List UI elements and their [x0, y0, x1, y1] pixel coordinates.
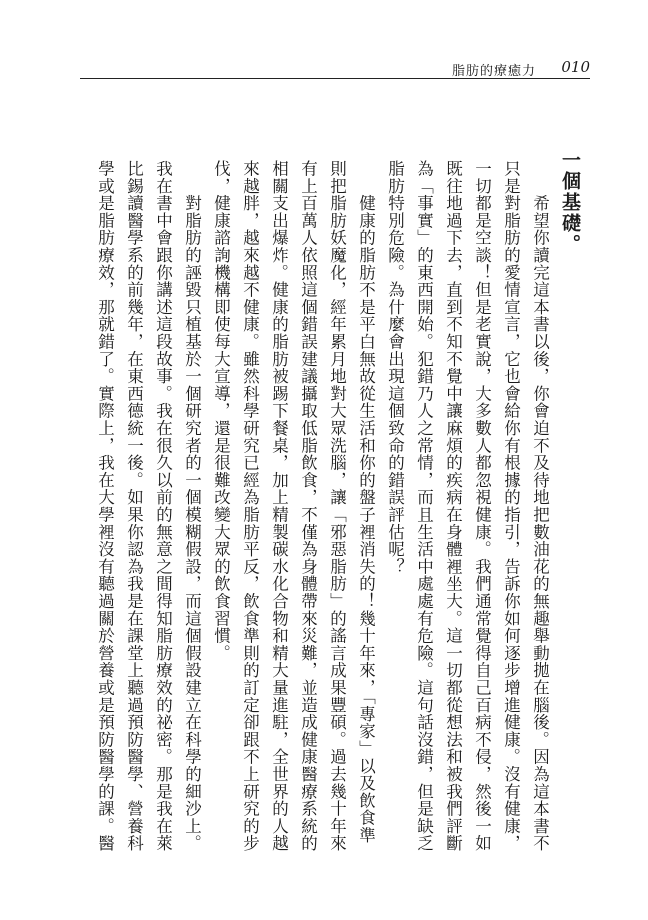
text-column: 有上百萬人依照這個錯誤建議攝取低脂飲食，不僅為身體帶來災難，並造成健康醫療系統的 — [298, 160, 318, 852]
text-column: 脂肪特別危險。為什麼會出現這個致命的錯誤評估呢？ — [385, 160, 405, 576]
text-column: 一切都是空談！但是老實說，大多數人都忽視健康。我們通常覺得自己百病不侵，然後一如 — [472, 160, 492, 852]
text-column: 學或是脂肪療效，那就錯了。實際上，我在大學裡沒有聽過關於營養或是預防醫學的課。醫 — [95, 160, 115, 852]
text-column: 來越胖，越來越不健康。雖然科學研究已經為脂肪平反，飲食準則的訂定卻跟不上研究的步 — [240, 160, 260, 852]
section-heading: 一個基礎。 — [559, 150, 581, 255]
text-column: 只是對脂肪的愛情宣言，它也會給你有根據的指引，告訴你如何逐步增進健康。沒有健康， — [501, 160, 521, 852]
text-column: 健康的脂肪不是平白無故從生活和你的盤子裡消失的！幾十年來，「專家」以及飲食準 — [356, 160, 376, 844]
text-column: 為「事實」的東西開始。犯錯乃人之常情，而且生活中處處有危險。這句話沒錯，但是缺乏 — [414, 160, 434, 852]
header-rule — [80, 78, 590, 79]
page-number: 010 — [561, 58, 590, 76]
text-column: 比錫讀醫學系的前幾年，在東西德統一後。如果你認為我是在課堂上聽過預防醫學、營養科 — [124, 160, 144, 852]
text-column: 希望你讀完這本書以後，你會迫不及待地把數油花的無趣舉動拋在腦後。因為這本書不 — [530, 160, 550, 852]
text-column: 則把脂肪妖魔化，經年累月地對大眾洗腦，讓「邪惡脂肪」的謠言成果豐碩。過去幾十年來 — [327, 160, 347, 852]
book-title: 脂肪的療癒力 — [451, 64, 536, 79]
text-column: 對脂肪的誣毀只植基於一個研究者的一個模糊假設，而這個假設建立在科學的細沙上。 — [182, 160, 202, 852]
text-column: 相關支出爆炸。健康的脂肪被踢下餐桌，加上精製碳水化合物和精大量進駐，全世界的人越 — [269, 160, 289, 852]
text-column: 伐，健康諮詢機構即使每大宣導，還是很難改變大眾的飲食習慣。 — [211, 160, 231, 662]
text-column: 我在書中會跟你講述這段故事。我在很久以前的無意之間得知脂肪療效的祕密。那是我在萊 — [153, 160, 173, 852]
text-column: 既往地過下去，直到不知不覺中讓麻煩的疾病在身體裡坐大。這一切都從想法和被我們評斷 — [443, 160, 463, 852]
